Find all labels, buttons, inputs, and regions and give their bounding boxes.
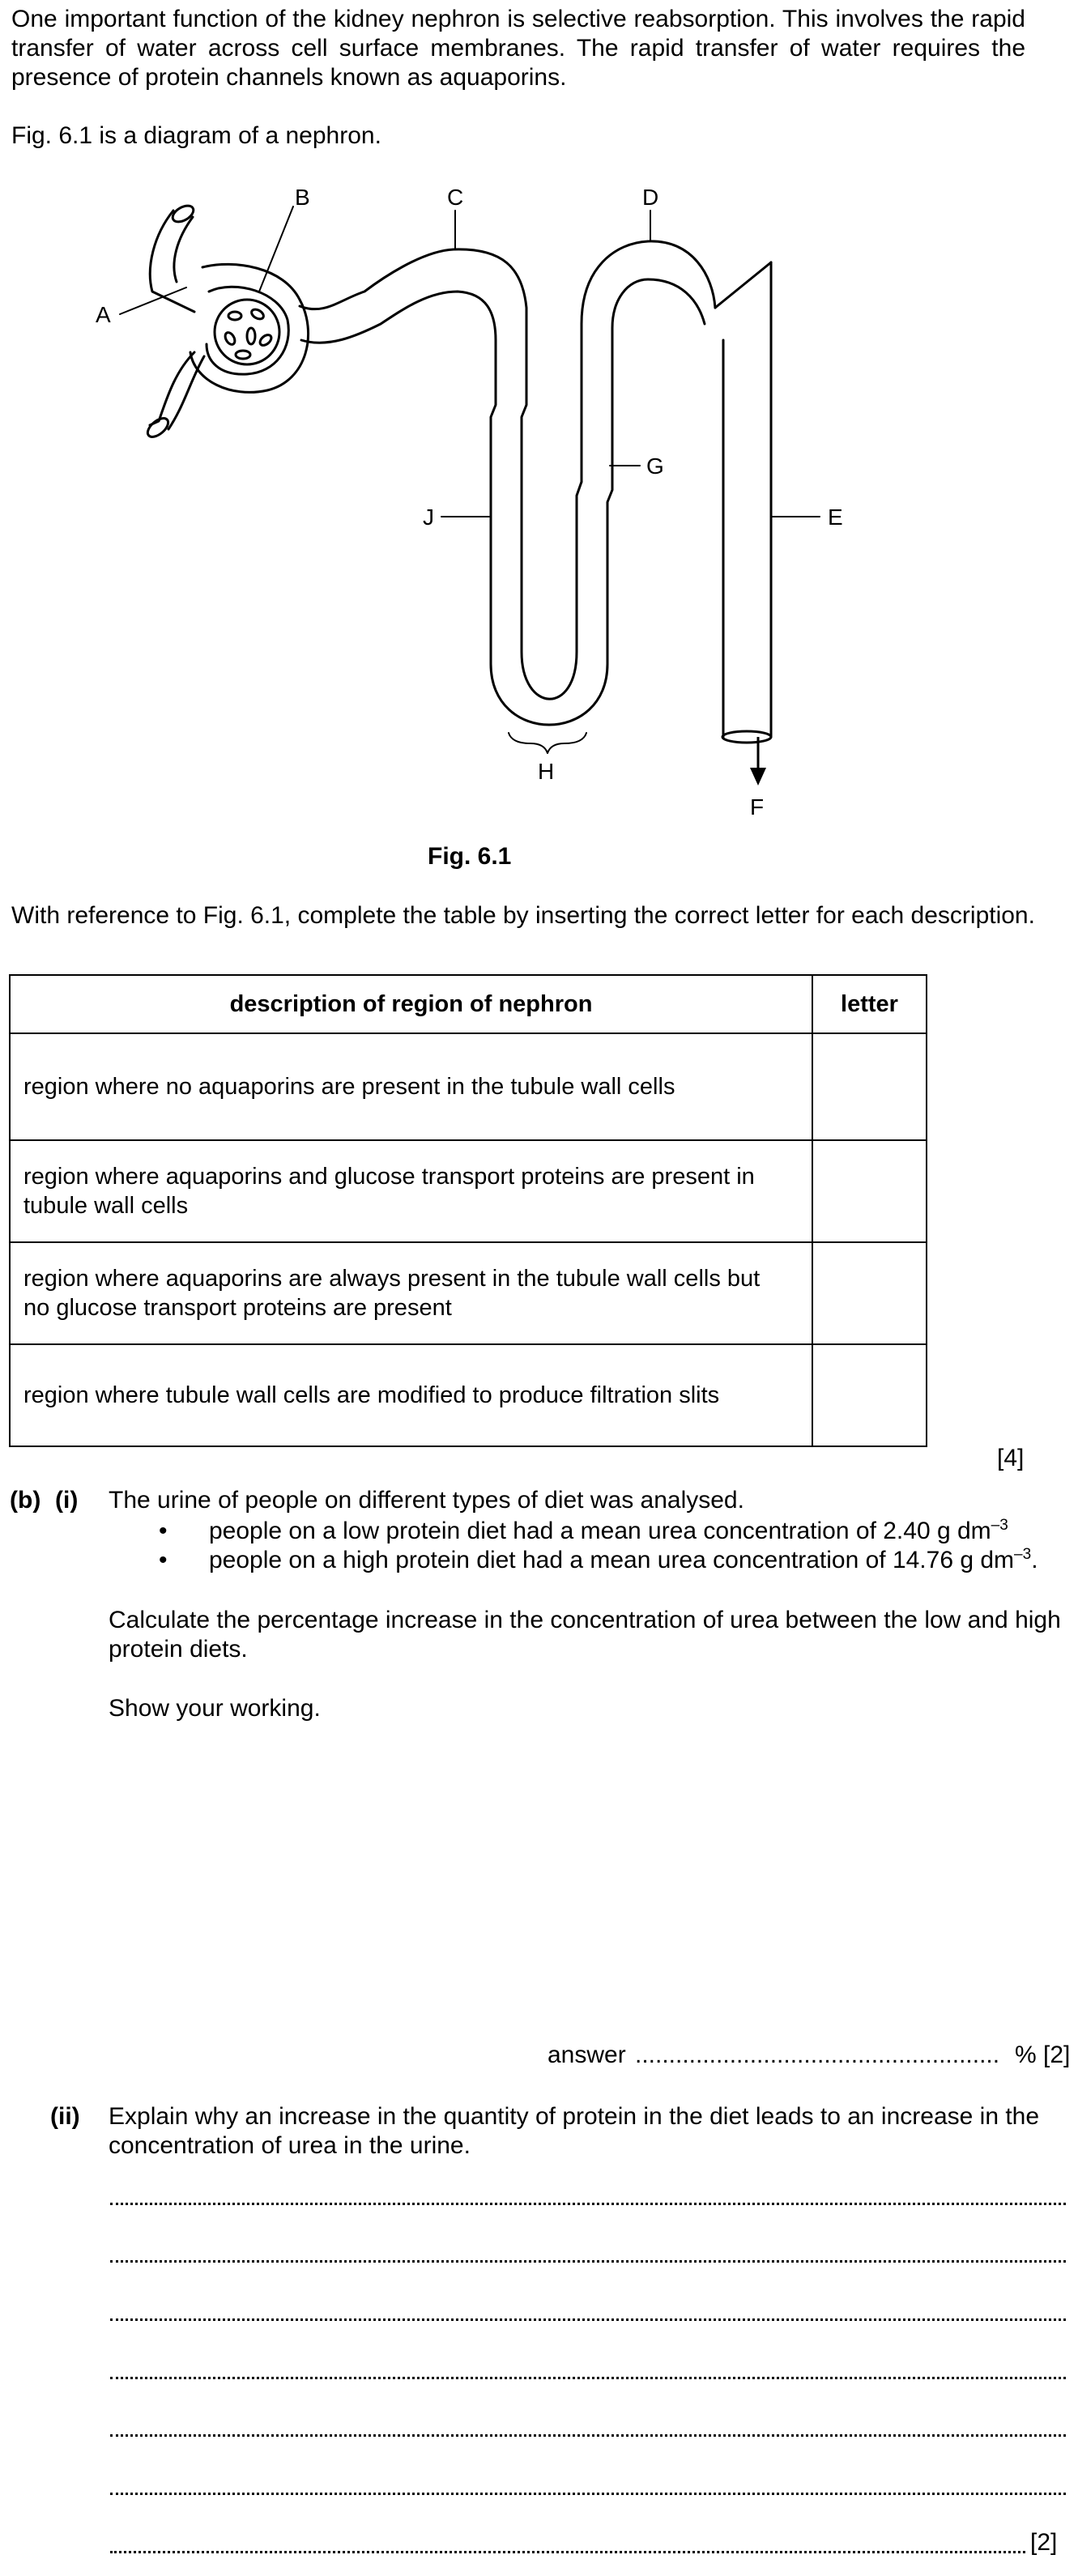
- table-row: [10, 1344, 927, 1446]
- table-row: [10, 1242, 927, 1344]
- flow-arrow: [750, 768, 766, 786]
- answer-writing-line[interactable]: [110, 2493, 1066, 2495]
- label-e: E: [828, 505, 843, 530]
- label-a: A: [96, 302, 111, 327]
- row-description: [10, 1140, 812, 1242]
- table-row: [10, 1140, 927, 1242]
- bullet-high-protein: [209, 1546, 1038, 1575]
- answer-line[interactable]: ......................................................: [635, 2042, 1000, 2068]
- part-ii-line-1: Explain why an increase in the quantity of protein in the diet leads to an increase in the: [109, 2103, 1040, 2130]
- part-ii-label: (ii): [50, 2103, 80, 2130]
- unit-exponent: –3: [991, 1517, 1008, 1534]
- bullet-icon: •: [159, 1547, 168, 1573]
- bullet-icon: •: [159, 1518, 168, 1544]
- letter-answer-cell[interactable]: [812, 1033, 927, 1140]
- row-description-line: region where no aquaporins are present in the tubule wall cells: [23, 1074, 675, 1100]
- part-ii-line-2: concentration of urea in the urine.: [109, 2132, 471, 2159]
- label-f: F: [750, 794, 765, 820]
- table-instruction: With reference to Fig. 6.1, complete the table by inserting the correct letter for each description.: [11, 902, 1035, 929]
- table-marks: [4]: [997, 1445, 1025, 1471]
- label-d: D: [642, 185, 659, 210]
- letter-answer-cell[interactable]: [812, 1242, 927, 1344]
- proximal-tubule-bottom: [301, 292, 607, 725]
- sentence-end: .: [1031, 1547, 1038, 1573]
- label-j: J: [423, 505, 434, 530]
- collecting-duct-end: [722, 731, 771, 743]
- answer-label: answer: [548, 2042, 626, 2068]
- show-working: Show your working.: [109, 1695, 321, 1722]
- distal-tubule-outer: [582, 241, 715, 482]
- arteriole-end-top: [170, 202, 196, 225]
- letter-answer-cell[interactable]: [812, 1140, 927, 1242]
- label-g: G: [646, 453, 664, 479]
- table-row: [10, 1033, 927, 1140]
- figure-caption: Fig. 6.1: [428, 843, 512, 870]
- part-i-stem: The urine of people on different types of diet was analysed.: [109, 1487, 744, 1514]
- answer-writing-line[interactable]: [110, 2434, 1066, 2437]
- intro-paragraph: One important function of the kidney nephron is selective reabsorption. This involves the rapid transfer of water across cell surface membranes. The rapid transfer of water requires the presence of protein channels known as aquaporins.: [11, 6, 1025, 91]
- unit-exponent: –3: [1014, 1546, 1032, 1563]
- afferent-arteriole-inner: [174, 217, 193, 282]
- arteriole-end-bottom: [144, 415, 171, 441]
- answer-writing-line[interactable]: [110, 2551, 1025, 2553]
- task-line-1: Calculate the percentage increase in the concentration of urea between the low and high: [109, 1607, 1061, 1633]
- label-h: H: [538, 759, 555, 784]
- header-letter: letter: [812, 975, 927, 1033]
- nephron-diagram: [0, 178, 1078, 858]
- row-description-line: region where aquaporins and glucose transport proteins are present in: [23, 1164, 755, 1190]
- bullet-high-protein-text: people on a high protein diet had a mean urea concentration of 14.76 g dm: [209, 1547, 1015, 1573]
- task-line-2: protein diets.: [109, 1636, 248, 1663]
- intro-text: [11, 5, 1025, 151]
- bullet-low-protein-text: people on a low protein diet had a mean urea concentration of 2.40 g dm: [209, 1518, 991, 1544]
- answer-unit-marks: % [2]: [1015, 2042, 1071, 2068]
- table-header-row: [10, 975, 927, 1033]
- row-description-line: no glucose transport proteins are present: [23, 1295, 452, 1321]
- efferent-arteriole-inner: [168, 356, 204, 429]
- row-description: [10, 1344, 812, 1446]
- answer-writing-line[interactable]: [110, 2318, 1066, 2321]
- row-description-line: tubule wall cells: [23, 1193, 189, 1219]
- answer-writing-line[interactable]: [110, 2260, 1066, 2263]
- bullet-low-protein: [209, 1517, 1008, 1546]
- answer-writing-line[interactable]: [110, 2377, 1066, 2379]
- part-ii-marks: [2]: [1030, 2529, 1058, 2556]
- letter-answer-cell[interactable]: [812, 1344, 927, 1446]
- label-c: C: [447, 185, 464, 210]
- row-description: [10, 1242, 812, 1344]
- label-b: B: [295, 185, 310, 210]
- row-description-line: region where tubule wall cells are modified to produce filtration slits: [23, 1382, 720, 1408]
- row-description-line: region where aquaporins are always present in the tubule wall cells but: [23, 1266, 761, 1292]
- answer-writing-line[interactable]: [110, 2203, 1066, 2205]
- distal-tubule-inner: [607, 279, 705, 514]
- part-i-label: (i): [55, 1487, 79, 1514]
- answer-table: [9, 974, 927, 1447]
- part-b-label: (b): [10, 1487, 41, 1514]
- header-description: description of region of nephron: [10, 975, 812, 1033]
- row-description: [10, 1033, 812, 1140]
- figure-reference: Fig. 6.1 is a diagram of a nephron.: [11, 122, 381, 149]
- proximal-tubule-top: [300, 249, 582, 699]
